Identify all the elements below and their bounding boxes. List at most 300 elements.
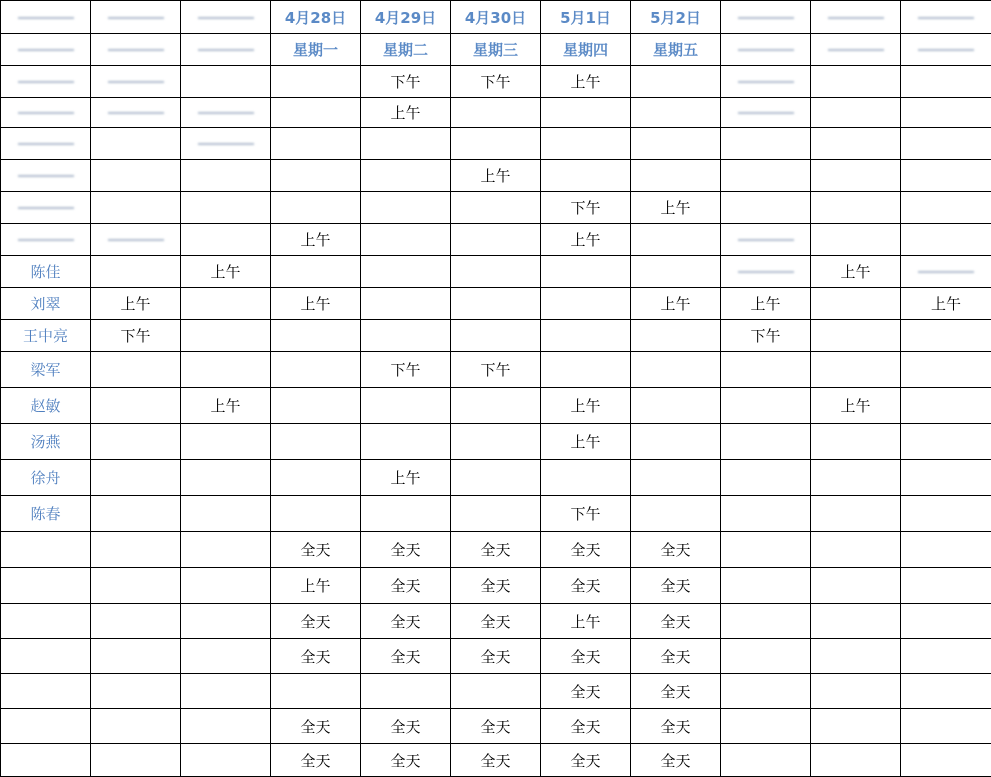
illegible-mark [738, 49, 794, 51]
weekday-header-cell [721, 34, 811, 66]
schedule-cell [181, 98, 271, 128]
schedule-cell: 上午 [631, 192, 721, 224]
person-name-cell [1, 639, 91, 674]
schedule-cell [901, 192, 991, 224]
schedule-cell: 全天 [631, 639, 721, 674]
table-row [1, 424, 991, 460]
schedule-cell: 全天 [271, 744, 361, 777]
schedule-cell: 上午 [271, 288, 361, 320]
schedule-cell [181, 128, 271, 160]
schedule-cell [91, 744, 181, 777]
schedule-cell [181, 320, 271, 352]
schedule-cell [91, 568, 181, 604]
date-header-cell [901, 1, 991, 34]
schedule-cell [811, 639, 901, 674]
date-header-cell: 5月2日 [631, 1, 721, 34]
schedule-cell: 上午 [181, 388, 271, 424]
schedule-cell [721, 352, 811, 388]
schedule-cell [811, 604, 901, 639]
schedule-cell [901, 352, 991, 388]
schedule-cell: 上午 [811, 256, 901, 288]
schedule-cell [721, 388, 811, 424]
schedule-cell [91, 160, 181, 192]
person-name-cell: 赵敏 [1, 388, 91, 424]
illegible-mark [18, 112, 74, 114]
schedule-cell [361, 224, 451, 256]
schedule-cell: 上午 [541, 388, 631, 424]
schedule-cell [271, 128, 361, 160]
schedule-cell: 上午 [361, 460, 451, 496]
schedule-cell [451, 192, 541, 224]
schedule-cell [721, 568, 811, 604]
schedule-cell [811, 128, 901, 160]
illegible-mark [198, 143, 254, 145]
schedule-cell [181, 568, 271, 604]
schedule-cell: 上午 [811, 388, 901, 424]
header-weekday-row [1, 34, 991, 66]
schedule-cell [811, 352, 901, 388]
schedule-cell [721, 256, 811, 288]
schedule-cell: 全天 [271, 639, 361, 674]
schedule-cell [631, 256, 721, 288]
schedule-cell [451, 288, 541, 320]
schedule-cell [721, 639, 811, 674]
schedule-cell [721, 744, 811, 777]
schedule-cell: 上午 [721, 288, 811, 320]
schedule-cell [181, 709, 271, 744]
person-name-cell [1, 128, 91, 160]
illegible-mark [738, 239, 794, 241]
table-row [1, 98, 991, 128]
schedule-cell [811, 709, 901, 744]
schedule-cell: 上午 [451, 160, 541, 192]
schedule-cell: 上午 [541, 66, 631, 98]
schedule-cell: 上午 [541, 224, 631, 256]
schedule-cell [91, 532, 181, 568]
illegible-mark [828, 49, 884, 51]
table-row [1, 674, 991, 709]
weekday-header-cell: 星期三 [451, 34, 541, 66]
schedule-cell [361, 160, 451, 192]
schedule-cell [901, 128, 991, 160]
schedule-cell [721, 496, 811, 532]
table-row [1, 639, 991, 674]
schedule-cell [271, 424, 361, 460]
illegible-mark [18, 207, 74, 209]
date-header-cell: 4月30日 [451, 1, 541, 34]
schedule-cell [451, 224, 541, 256]
schedule-cell [91, 709, 181, 744]
schedule-cell [901, 460, 991, 496]
illegible-mark [738, 271, 794, 273]
schedule-cell [181, 192, 271, 224]
schedule-cell [271, 496, 361, 532]
schedule-cell [271, 192, 361, 224]
schedule-cell [181, 604, 271, 639]
schedule-cell: 上午 [91, 288, 181, 320]
illegible-mark [108, 112, 164, 114]
schedule-cell: 全天 [361, 744, 451, 777]
schedule-cell [451, 128, 541, 160]
schedule-cell [721, 709, 811, 744]
schedule-cell [811, 160, 901, 192]
schedule-cell: 下午 [451, 352, 541, 388]
schedule-cell [91, 66, 181, 98]
schedule-cell [181, 460, 271, 496]
date-header-cell: 4月28日 [271, 1, 361, 34]
illegible-mark [108, 239, 164, 241]
schedule-cell [901, 568, 991, 604]
illegible-mark [198, 49, 254, 51]
schedule-cell [451, 320, 541, 352]
person-name-cell [1, 709, 91, 744]
schedule-cell [541, 320, 631, 352]
weekday-header-cell: 星期五 [631, 34, 721, 66]
person-name-cell: 梁军 [1, 352, 91, 388]
schedule-cell [271, 66, 361, 98]
schedule-cell [721, 532, 811, 568]
schedule-cell: 下午 [541, 496, 631, 532]
schedule-cell [631, 320, 721, 352]
schedule-cell [541, 128, 631, 160]
schedule-cell [631, 460, 721, 496]
person-name-cell [1, 98, 91, 128]
schedule-cell: 下午 [451, 66, 541, 98]
schedule-cell [541, 460, 631, 496]
schedule-cell [811, 532, 901, 568]
weekday-header-cell [91, 34, 181, 66]
table-row [1, 66, 991, 98]
schedule-cell: 下午 [361, 352, 451, 388]
schedule-cell: 下午 [541, 192, 631, 224]
schedule-cell [91, 256, 181, 288]
header-date-row [1, 1, 991, 34]
illegible-mark [918, 17, 974, 19]
schedule-cell: 上午 [271, 568, 361, 604]
schedule-cell [181, 744, 271, 777]
person-name-cell: 刘翠 [1, 288, 91, 320]
person-name-cell [1, 674, 91, 709]
illegible-mark [18, 81, 74, 83]
schedule-cell [271, 160, 361, 192]
schedule-cell [631, 424, 721, 460]
schedule-cell [91, 224, 181, 256]
table-row [1, 709, 991, 744]
person-name-cell [1, 568, 91, 604]
schedule-cell [901, 66, 991, 98]
person-name-cell: 徐舟 [1, 460, 91, 496]
schedule-cell [811, 320, 901, 352]
table-row [1, 224, 991, 256]
schedule-cell [271, 460, 361, 496]
schedule-cell [811, 98, 901, 128]
schedule-cell [901, 160, 991, 192]
schedule-cell: 全天 [631, 604, 721, 639]
schedule-cell [271, 352, 361, 388]
schedule-cell [721, 460, 811, 496]
schedule-cell [271, 320, 361, 352]
schedule-cell [181, 160, 271, 192]
schedule-cell: 上午 [901, 288, 991, 320]
schedule-cell [361, 128, 451, 160]
weekday-header-cell [901, 34, 991, 66]
schedule-cell: 全天 [361, 568, 451, 604]
schedule-cell [901, 639, 991, 674]
schedule-cell [811, 66, 901, 98]
weekday-header-cell [181, 34, 271, 66]
person-name-cell [1, 224, 91, 256]
schedule-cell [91, 98, 181, 128]
schedule-cell [721, 160, 811, 192]
schedule-cell [901, 532, 991, 568]
table-row [1, 388, 991, 424]
weekday-header-cell [811, 34, 901, 66]
schedule-cell [181, 288, 271, 320]
illegible-mark [828, 17, 884, 19]
schedule-cell [811, 674, 901, 709]
illegible-mark [18, 17, 74, 19]
illegible-mark [738, 81, 794, 83]
schedule-cell [631, 496, 721, 532]
table-row [1, 128, 991, 160]
person-name-cell: 汤燕 [1, 424, 91, 460]
schedule-cell [91, 128, 181, 160]
schedule-cell [721, 192, 811, 224]
schedule-cell [181, 496, 271, 532]
schedule-cell: 下午 [721, 320, 811, 352]
schedule-cell [181, 532, 271, 568]
schedule-cell: 全天 [451, 604, 541, 639]
schedule-cell [901, 604, 991, 639]
schedule-cell [811, 224, 901, 256]
schedule-cell [451, 496, 541, 532]
schedule-cell: 全天 [541, 709, 631, 744]
person-name-cell [1, 192, 91, 224]
schedule-cell [91, 424, 181, 460]
schedule-cell [811, 288, 901, 320]
table-row [1, 256, 991, 288]
schedule-cell [181, 424, 271, 460]
table-row [1, 604, 991, 639]
illegible-mark [18, 143, 74, 145]
schedule-cell [901, 424, 991, 460]
schedule-cell [631, 160, 721, 192]
schedule-cell [901, 320, 991, 352]
schedule-cell: 全天 [271, 532, 361, 568]
schedule-cell [721, 98, 811, 128]
person-name-cell: 陈春 [1, 496, 91, 532]
schedule-cell: 全天 [361, 604, 451, 639]
schedule-cell [901, 496, 991, 532]
weekday-header-cell: 星期一 [271, 34, 361, 66]
schedule-cell [541, 352, 631, 388]
schedule-body [1, 1, 991, 777]
schedule-cell: 全天 [361, 709, 451, 744]
illegible-mark [918, 49, 974, 51]
schedule-cell [721, 604, 811, 639]
schedule-cell [361, 320, 451, 352]
table-row [1, 568, 991, 604]
illegible-mark [18, 49, 74, 51]
schedule-cell [361, 192, 451, 224]
schedule-cell [901, 256, 991, 288]
schedule-cell [631, 224, 721, 256]
table-row [1, 496, 991, 532]
date-header-cell [1, 1, 91, 34]
schedule-cell [631, 352, 721, 388]
schedule-cell [181, 352, 271, 388]
schedule-cell: 全天 [541, 639, 631, 674]
schedule-cell: 全天 [271, 709, 361, 744]
schedule-cell [451, 256, 541, 288]
illegible-mark [108, 81, 164, 83]
person-name-cell: 王中亮 [1, 320, 91, 352]
schedule-cell: 全天 [631, 532, 721, 568]
table-row [1, 460, 991, 496]
schedule-cell [361, 424, 451, 460]
date-header-cell: 4月29日 [361, 1, 451, 34]
schedule-cell: 全天 [451, 709, 541, 744]
schedule-cell [541, 160, 631, 192]
date-header-cell [181, 1, 271, 34]
schedule-cell [721, 674, 811, 709]
schedule-cell [631, 128, 721, 160]
schedule-cell [901, 98, 991, 128]
schedule-cell [361, 496, 451, 532]
illegible-mark [198, 112, 254, 114]
weekday-header-cell: 星期二 [361, 34, 451, 66]
schedule-cell: 全天 [631, 744, 721, 777]
person-name-cell [1, 744, 91, 777]
schedule-cell: 全天 [451, 532, 541, 568]
schedule-cell [361, 674, 451, 709]
schedule-cell [181, 674, 271, 709]
schedule-cell [91, 352, 181, 388]
schedule-cell [541, 288, 631, 320]
illegible-mark [738, 17, 794, 19]
date-header-cell [91, 1, 181, 34]
schedule-cell [901, 388, 991, 424]
schedule-cell [901, 224, 991, 256]
schedule-cell [901, 674, 991, 709]
schedule-cell: 上午 [181, 256, 271, 288]
weekday-header-cell: 星期四 [541, 34, 631, 66]
schedule-cell: 全天 [361, 639, 451, 674]
date-header-cell: 5月1日 [541, 1, 631, 34]
schedule-cell [361, 388, 451, 424]
schedule-cell: 全天 [271, 604, 361, 639]
schedule-cell [451, 98, 541, 128]
schedule-cell: 上午 [541, 604, 631, 639]
table-row [1, 192, 991, 224]
schedule-cell [721, 224, 811, 256]
schedule-cell: 全天 [451, 744, 541, 777]
schedule-cell [451, 674, 541, 709]
schedule-cell [901, 744, 991, 777]
table-row [1, 532, 991, 568]
person-name-cell: 陈佳 [1, 256, 91, 288]
schedule-cell: 全天 [451, 568, 541, 604]
person-name-cell [1, 66, 91, 98]
schedule-cell [721, 128, 811, 160]
schedule-cell: 上午 [541, 424, 631, 460]
schedule-cell [811, 192, 901, 224]
schedule-cell [91, 639, 181, 674]
schedule-cell [181, 66, 271, 98]
person-name-cell [1, 604, 91, 639]
schedule-cell [721, 66, 811, 98]
schedule-cell [901, 709, 991, 744]
table-row [1, 352, 991, 388]
illegible-mark [18, 175, 74, 177]
schedule-cell: 全天 [541, 674, 631, 709]
schedule-cell [451, 424, 541, 460]
schedule-cell [631, 388, 721, 424]
schedule-cell [451, 460, 541, 496]
schedule-cell [631, 66, 721, 98]
schedule-cell: 全天 [631, 709, 721, 744]
schedule-cell [631, 98, 721, 128]
illegible-mark [108, 49, 164, 51]
schedule-cell [271, 674, 361, 709]
illegible-mark [18, 239, 74, 241]
schedule-cell [271, 388, 361, 424]
schedule-cell [721, 424, 811, 460]
schedule-cell [91, 388, 181, 424]
schedule-cell [91, 460, 181, 496]
person-name-cell [1, 532, 91, 568]
table-row [1, 288, 991, 320]
schedule-cell [361, 256, 451, 288]
schedule-cell [181, 224, 271, 256]
illegible-mark [108, 17, 164, 19]
schedule-cell [361, 288, 451, 320]
schedule-cell: 上午 [631, 288, 721, 320]
table-row [1, 320, 991, 352]
schedule-cell [91, 604, 181, 639]
illegible-mark [918, 271, 974, 273]
illegible-mark [198, 17, 254, 19]
schedule-cell [811, 496, 901, 532]
schedule-cell: 全天 [451, 639, 541, 674]
date-header-cell [811, 1, 901, 34]
schedule-cell: 下午 [91, 320, 181, 352]
schedule-cell [91, 192, 181, 224]
schedule-cell [271, 98, 361, 128]
table-row [1, 744, 991, 777]
schedule-cell [271, 256, 361, 288]
schedule-cell: 全天 [631, 568, 721, 604]
schedule-cell [91, 674, 181, 709]
schedule-cell: 全天 [361, 532, 451, 568]
schedule-cell: 全天 [631, 674, 721, 709]
schedule-cell [811, 568, 901, 604]
schedule-cell: 下午 [361, 66, 451, 98]
person-name-cell [1, 160, 91, 192]
schedule-cell: 上午 [361, 98, 451, 128]
schedule-cell: 全天 [541, 532, 631, 568]
schedule-cell [811, 424, 901, 460]
schedule-cell [181, 639, 271, 674]
schedule-cell [541, 256, 631, 288]
illegible-mark [738, 112, 794, 114]
schedule-cell [541, 98, 631, 128]
date-header-cell [721, 1, 811, 34]
schedule-cell [451, 388, 541, 424]
schedule-cell: 全天 [541, 568, 631, 604]
schedule-cell [811, 744, 901, 777]
schedule-cell [811, 460, 901, 496]
